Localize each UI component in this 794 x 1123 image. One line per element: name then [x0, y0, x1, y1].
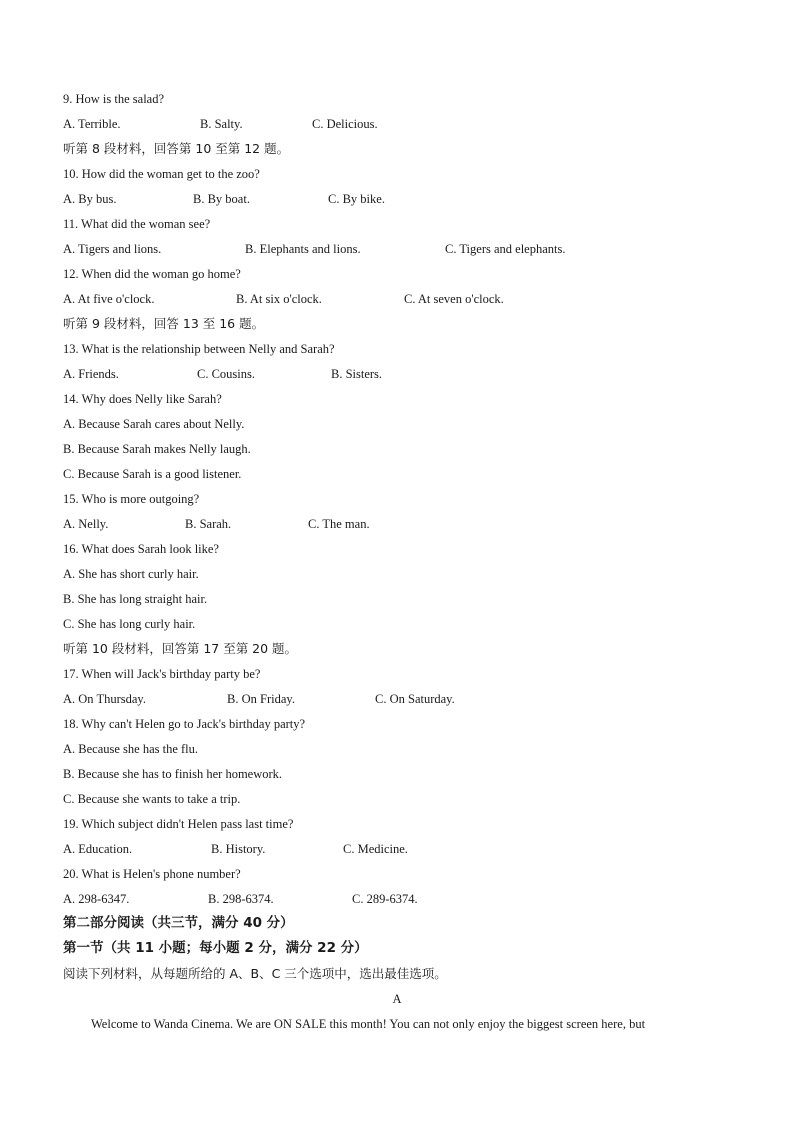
question-17-stem: 17. When will Jack's birthday party be?: [63, 667, 261, 681]
option-b: B. History.: [211, 842, 266, 856]
option-b: B. Sisters.: [331, 367, 383, 381]
option-b: B. She has long straight hair.: [63, 592, 208, 606]
option-a: A. On Thursday.: [63, 692, 146, 706]
question-14-stem: 14. Why does Nelly like Sarah?: [63, 392, 222, 406]
option-c: C. Tigers and elephants.: [445, 242, 566, 256]
option-b: B. Salty.: [200, 117, 243, 131]
question-15-stem: 15. Who is more outgoing?: [63, 492, 200, 506]
option-a: A. She has short curly hair.: [63, 567, 199, 581]
option-c: C. Delicious.: [312, 117, 378, 131]
section-instruction-10: 听第 10 段材料，回答第 17 至第 20 题。: [63, 641, 298, 656]
question-9-stem: 9. How is the salad?: [63, 92, 165, 106]
option-c: C. She has long curly hair.: [63, 617, 196, 631]
option-a: A. Terrible.: [63, 117, 121, 131]
option-c: C. Cousins.: [197, 367, 256, 381]
question-11-stem: 11. What did the woman see?: [63, 217, 211, 231]
section-one-heading: 第一节（共 11 小题；每小题 2 分，满分 22 分）: [63, 940, 368, 956]
option-c: C. Because Sarah is a good listener.: [63, 467, 242, 481]
option-a: A. Friends.: [63, 367, 119, 381]
option-c: C. By bike.: [328, 192, 385, 206]
option-b: B. By boat.: [193, 192, 250, 206]
option-b: B. Because she has to finish her homework.: [63, 767, 283, 781]
question-20-stem: 20. What is Helen's phone number?: [63, 867, 241, 881]
option-a: A. Because she has the flu.: [63, 742, 199, 756]
option-c: C. The man.: [308, 517, 370, 531]
option-c: C. On Saturday.: [375, 692, 455, 706]
option-a: A. Nelly.: [63, 517, 109, 531]
option-b: B. At six o'clock.: [236, 292, 322, 306]
section-instruction-8: 听第 8 段材料，回答第 10 至第 12 题。: [63, 141, 290, 156]
passage-text: Welcome to Wanda Cinema. We are ON SALE this month! You can not only enjoy the biggest screen here, but: [91, 1017, 646, 1031]
option-b: B. Sarah.: [185, 517, 232, 531]
option-a: A. At five o'clock.: [63, 292, 155, 306]
option-c: C. Medicine.: [343, 842, 408, 856]
option-c: C. At seven o'clock.: [404, 292, 504, 306]
question-19-stem: 19. Which subject didn't Helen pass last time?: [63, 817, 294, 831]
option-b: B. Elephants and lions.: [245, 242, 361, 256]
option-a: A. By bus.: [63, 192, 117, 206]
question-13-stem: 13. What is the relationship between Nelly and Sarah?: [63, 342, 335, 356]
section-instruction-9: 听第 9 段材料，回答 13 至 16 题。: [63, 316, 265, 331]
reading-instruction: 阅读下列材料，从每题所给的 A、B、C 三个选项中，选出最佳选项。: [63, 966, 447, 981]
option-a: A. 298-6347.: [63, 892, 130, 906]
question-10-stem: 10. How did the woman get to the zoo?: [63, 167, 260, 181]
option-b: B. On Friday.: [227, 692, 295, 706]
part-two-heading: 第二部分阅读（共三节，满分 40 分）: [63, 915, 294, 931]
question-18-stem: 18. Why can't Helen go to Jack's birthday party?: [63, 717, 306, 731]
option-c: C. 289-6374.: [352, 892, 418, 906]
passage-label: A: [392, 992, 402, 1006]
option-a: A. Education.: [63, 842, 133, 856]
option-a: A. Tigers and lions.: [63, 242, 162, 256]
option-b: B. Because Sarah makes Nelly laugh.: [63, 442, 251, 456]
question-16-stem: 16. What does Sarah look like?: [63, 542, 219, 556]
option-b: B. 298-6374.: [208, 892, 274, 906]
option-a: A. Because Sarah cares about Nelly.: [63, 417, 245, 431]
option-c: C. Because she wants to take a trip.: [63, 792, 241, 806]
question-12-stem: 12. When did the woman go home?: [63, 267, 241, 281]
